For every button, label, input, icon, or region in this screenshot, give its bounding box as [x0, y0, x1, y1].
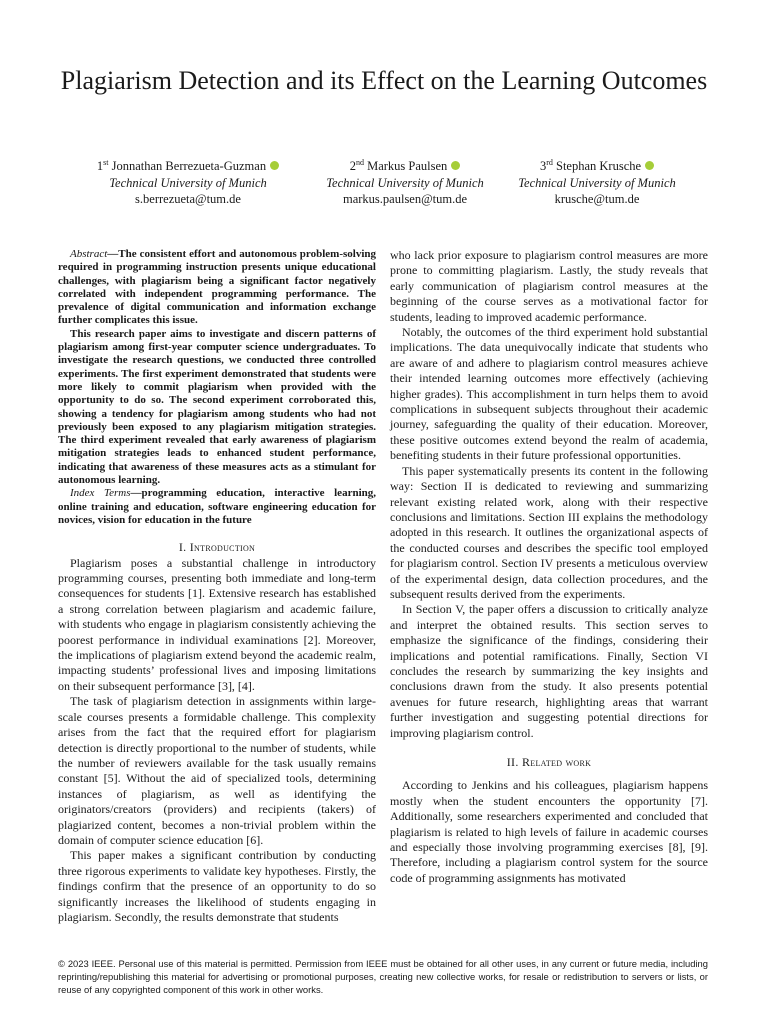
paper-title: Plagiarism Detection and its Effect on the Learning Outcomes [60, 66, 708, 95]
author-3-email: krusche@tum.de [554, 192, 640, 207]
left-column [58, 248, 376, 925]
orcid-icon[interactable] [451, 161, 460, 170]
author-3-name: Stephan Krusche [556, 159, 642, 174]
intro-paragraph-1: Plagiarism poses a substantial challenge in introductory programming courses, presenting both immediate and long-term consequences for students [1]. Extensive research has established a strong correlation between plagiarism and academic failure, with students who engage in plagiarism consistently achieving the poorest performance in individual examinations [2]. Moreover, the implications of plagiarism extend beyond the academic realm, impacting students’ professional lives and imposing limitations on their subsequent performance [3], [4]. [58, 555, 376, 693]
author-1-ordinal: 1 [96, 159, 104, 174]
intro-paragraph-4: Notably, the outcomes of the third experiment hold substantial implications. The data unequivocally indicate that students who are aware of and adhere to plagiarism control measures achieve their intended learning outcomes more effectively (achieving higher grades). This accomplishment in turn helps them to avoid complications in subsequent subjects throughout their academic journey, safeguarding the quality of their education. Moreover, these positive outcomes extend beyond the realm of academia, benefiting students in their future professional opportunities. [390, 325, 708, 463]
index-terms-label: Index Terms [70, 487, 131, 500]
related-paragraph-1: According to Jenkins and his colleagues, plagiarism happens mostly when the student encounters the opportunity [7]. Additionally, some researchers experimented and concluded that plagiarism is related to high levels of failure in academic courses and especially those involving programming exercises [8], [9]. Therefore, including a plagiarism control system for the source code of programming assignments has motivated [390, 778, 708, 885]
section-heading-introduction: I. Introduction [178, 540, 256, 555]
abstract-paragraph-2: This research paper aims to investigate and discern patterns of plagiarism among first-year computer science undergraduates. To investigate the research questions, we conducted three controlled experiments. The first experiment demonstrated that students were more likely to commit plagiarism when provided with the opportunity to do so. The second experiment corroborated this, showing a tendency for plagiarism among students who had not previously been exposed to any plagiarism mitigation strategies. The third experiment revealed that early awareness of plagiarism mitigation strategies leads to enhanced student performance, indicating that awareness of these measures acts as a stimulant for autonomous learning. [58, 327, 376, 487]
orcid-icon[interactable] [645, 161, 654, 170]
author-2-ordinal-suffix: nd [355, 158, 364, 167]
orcid-icon[interactable] [270, 161, 279, 170]
index-terms: —programming education, interactive learning, online training and education, software engineering education for novices, vision for education in the future [58, 487, 376, 526]
author-3-affiliation: Technical University of Munich [518, 175, 676, 190]
intro-paragraph-3-continued: who lack prior exposure to plagiarism control measures are more prone to committing plagiarism. Lastly, the study reveals that early communication of plagiarism control measures at the beginning of the course serves as a motivational factor for students, leading to improved academic performance. [390, 248, 708, 324]
copyright-notice: © 2023 IEEE. Personal use of this material is permitted. Permission from IEEE must be obtained for all other uses, in any current or future media, including reprinting/republishing this material for advertising or promotional purposes, creating new collective works, for resale or redistribution to servers or lists, or reuse of any copyrighted component of this work in other works. [58, 958, 708, 995]
author-2-affiliation: Technical University of Munich [326, 175, 484, 190]
author-2-email: markus.paulsen@tum.de [343, 192, 467, 207]
author-3 [482, 155, 712, 208]
author-2-name: Markus Paulsen [367, 159, 448, 174]
author-1-name: Jonnathan Berrezueta-Guzman [111, 159, 267, 174]
intro-paragraph-3: This paper makes a significant contribution by conducting three rigorous experiments to validate key hypotheses. Firstly, the findings confirm that the presence of an opportunity to do so significantly increases the likelihood of students engaging in plagiarism. Secondly, the results demonstrate that students [58, 848, 376, 924]
author-1-email: s.berrezueta@tum.de [135, 192, 241, 207]
author-1 [73, 155, 303, 208]
intro-paragraph-2: The task of plagiarism detection in assignments within large-scale courses presents a formidable challenge. This complexity arises from the fact that the required effort for plagiarism detection is directly proportional to the number of students, while the number of reviewers available for the task usually remains constant [5]. Without the aid of specialized tools, determining instances of plagiarism, as well as identifying the originators/creators (providers) and recipients (takers) of plagiarized content, becomes a non-trivial problem within the domain of computer science education [6]. [58, 694, 376, 847]
author-3-ordinal-suffix: rd [546, 158, 553, 167]
intro-paragraph-6: In Section V, the paper offers a discussion to critically analyze and interpret the obtained results. This section serves to emphasize the significance of the findings, considering their implications and potential ramifications. Finally, Section VI concludes the research by summarizing the key insights and conclusions drawn from the study. It also presents potential avenues for future research, highlighting areas that warrant further investigation and suggesting potential directions for improving plagiarism control. [390, 602, 708, 740]
right-column [390, 248, 708, 886]
author-1-affiliation: Technical University of Munich [109, 175, 267, 190]
author-2-ordinal: 2 [349, 159, 356, 174]
abstract [58, 248, 376, 527]
abstract-label: Abstract [70, 248, 108, 260]
abstract-paragraph-1: —The consistent effort and autonomous problem-solving required in programming instruction presents unique educational challenges, with plagiarism being a significant factor negatively correlated with independent programming performance. The prevalence of digital communication and information exchange further complicates this issue. [58, 248, 376, 327]
intro-paragraph-5: This paper systematically presents its content in the following way: Section II is dedicated to reviewing and summarizing relevant existing related work, along with their respective conclusions and limitations. Section III explains the methodology adopted in this research. It outlines the organizational aspects of the conducted courses and describes the specific tool employed for plagiarism control. Section IV presents a meticulous overview of the experimental design, data collection procedures, and the subsequent results derived from the experiments. [390, 463, 708, 601]
section-heading-related-work: II. Related work [506, 755, 592, 769]
author-1-ordinal-suffix: st [103, 158, 109, 167]
author-3-ordinal: 3 [539, 159, 547, 174]
